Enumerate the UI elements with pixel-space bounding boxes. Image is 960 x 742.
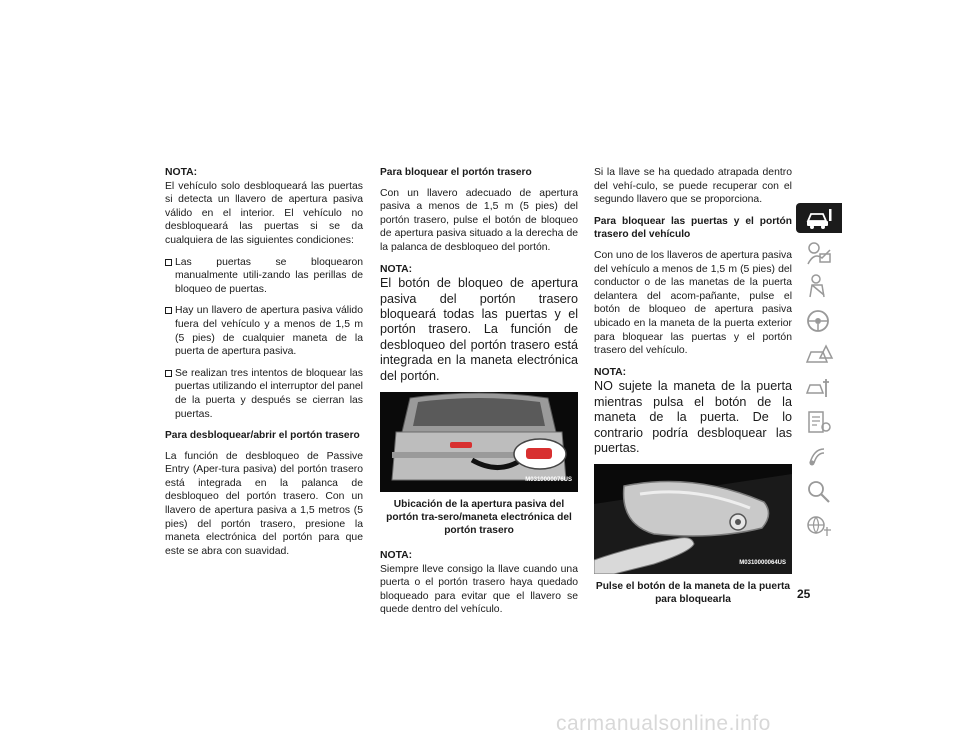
search-icon (804, 478, 834, 504)
note-label: NOTA: (165, 167, 198, 178)
bullet-box-icon (165, 259, 172, 266)
note-label: NOTA: (594, 366, 627, 378)
paragraph: Si la llave se ha quedado atrapada dentro del vehí-culo, se puede recuperar con el segundo llavero que se proporciona. (594, 167, 792, 206)
note-label: NOTA: (380, 263, 413, 275)
paragraph: Con uno de los llaveros de apertura pasiva del vehículo a menos de 1,5 m (5 pies) del conductor o de las manetas de la puerta delantera del acom-pañante, pulse el botón de bloqueo de apertura pasiva ubicado en la maneta de la puerta exterior para bloquear las puertas y el portón trasero del vehículo. (594, 249, 792, 357)
section-heading: Para desbloquear/abrir el portón trasero (165, 430, 360, 442)
page-number: 25 (797, 587, 811, 601)
figure-code: M0310000076US (525, 477, 572, 484)
figure-caption: Pulse el botón de la maneta de la puerta para bloquearla (595, 581, 791, 606)
tailgate-figure (380, 392, 578, 492)
tab-search[interactable] (796, 476, 842, 506)
tab-language[interactable] (796, 510, 842, 540)
note-text: Siempre lleve consigo la llave cuando una puerta o el portón trasero haya quedado bloqueado para evitar que el llavero se quede dentro del vehículo. (380, 563, 578, 616)
figure-code: M0310000064US (739, 559, 786, 566)
bullet-item: Se realizan tres intentos de bloquear las puertas utilizando el interruptor del panel de la puerta y después se cierran las puertas. (165, 367, 363, 421)
tab-steering[interactable] (796, 306, 842, 336)
section-heading: Para bloquear el portón trasero (380, 167, 532, 178)
door-handle-figure (594, 464, 792, 574)
language-icon (804, 512, 834, 538)
service-icon (804, 375, 834, 401)
note-label: NOTA: (380, 550, 413, 561)
bullet-item: Las puertas se bloquearon manualmente utili-zando las perillas de bloqueo de puertas. (165, 256, 363, 297)
warning-car-icon (804, 342, 834, 368)
watermark: carmanualsonline.info (556, 712, 771, 735)
note-text: El vehículo solo desbloqueará las puertas si detecta un llavero de apertura pasiva válido en el interior. El vehículo no desbloqueará las puertas si se da cualquiera de las siguientes condiciones: (165, 180, 363, 246)
specifications-icon (804, 409, 834, 435)
column-2 (380, 166, 578, 625)
paragraph: Con un llavero adecuado de apertura pasiva a menos de 1,5 m (5 pies) del portón trasero, pulse el botón de bloqueo de apertura pasiva situado a la derecha de la palanca de desbloqueo del portón. (380, 187, 578, 253)
section-heading: Para bloquear las puertas y el portón trasero del vehículo (594, 215, 792, 241)
seat-belt-icon (804, 273, 834, 299)
paragraph: La función de desbloqueo de Passive Entry (Aper-tura pasiva) del portón trasero está integrada en la palanca de desbloqueo del portón trasero. Con un llavero de apertura pasiva a 1,5 metros (5 pies) del portón trasero, presione la maneta electrónica del portón para que este se abra con suavidad. (165, 450, 363, 557)
bullet-box-icon (165, 370, 172, 377)
note-text: El botón de bloqueo de apertura pasiva del portón trasero bloqueará todas las puertas y el portón trasero. La función de desbloqueo del portón trasero está integrada en la maneta electrónica del portón. (380, 276, 578, 383)
figure-caption: Ubicación de la apertura pasiva del portón tra-sero/maneta electrónica del portón trasero (386, 499, 572, 536)
tab-seat-belt[interactable] (796, 271, 842, 301)
bullet-item: Hay un llavero de apertura pasiva válido fuera del vehículo y a menos de 1,5 m (5 pies) de cualquier maneta de la puerta de apertura pasiva. (165, 304, 363, 358)
bullet-box-icon (165, 307, 172, 314)
airbag-icon (804, 240, 834, 266)
tab-airbag[interactable] (796, 238, 842, 268)
column-3 (594, 166, 792, 618)
multimedia-icon (804, 443, 834, 469)
tab-specifications[interactable] (796, 407, 842, 437)
tab-multimedia[interactable] (796, 441, 842, 471)
tab-vehicle-info[interactable] (796, 203, 842, 233)
column-1 (165, 166, 363, 566)
tab-service[interactable] (796, 373, 842, 403)
car-info-icon (804, 205, 834, 231)
steering-wheel-icon (804, 308, 834, 334)
tab-emergency[interactable] (796, 340, 842, 370)
note-text: NO sujete la maneta de la puerta mientras pulsa el botón de la maneta de la puerta. De lo contrario podría desbloquear las puertas. (594, 379, 792, 455)
